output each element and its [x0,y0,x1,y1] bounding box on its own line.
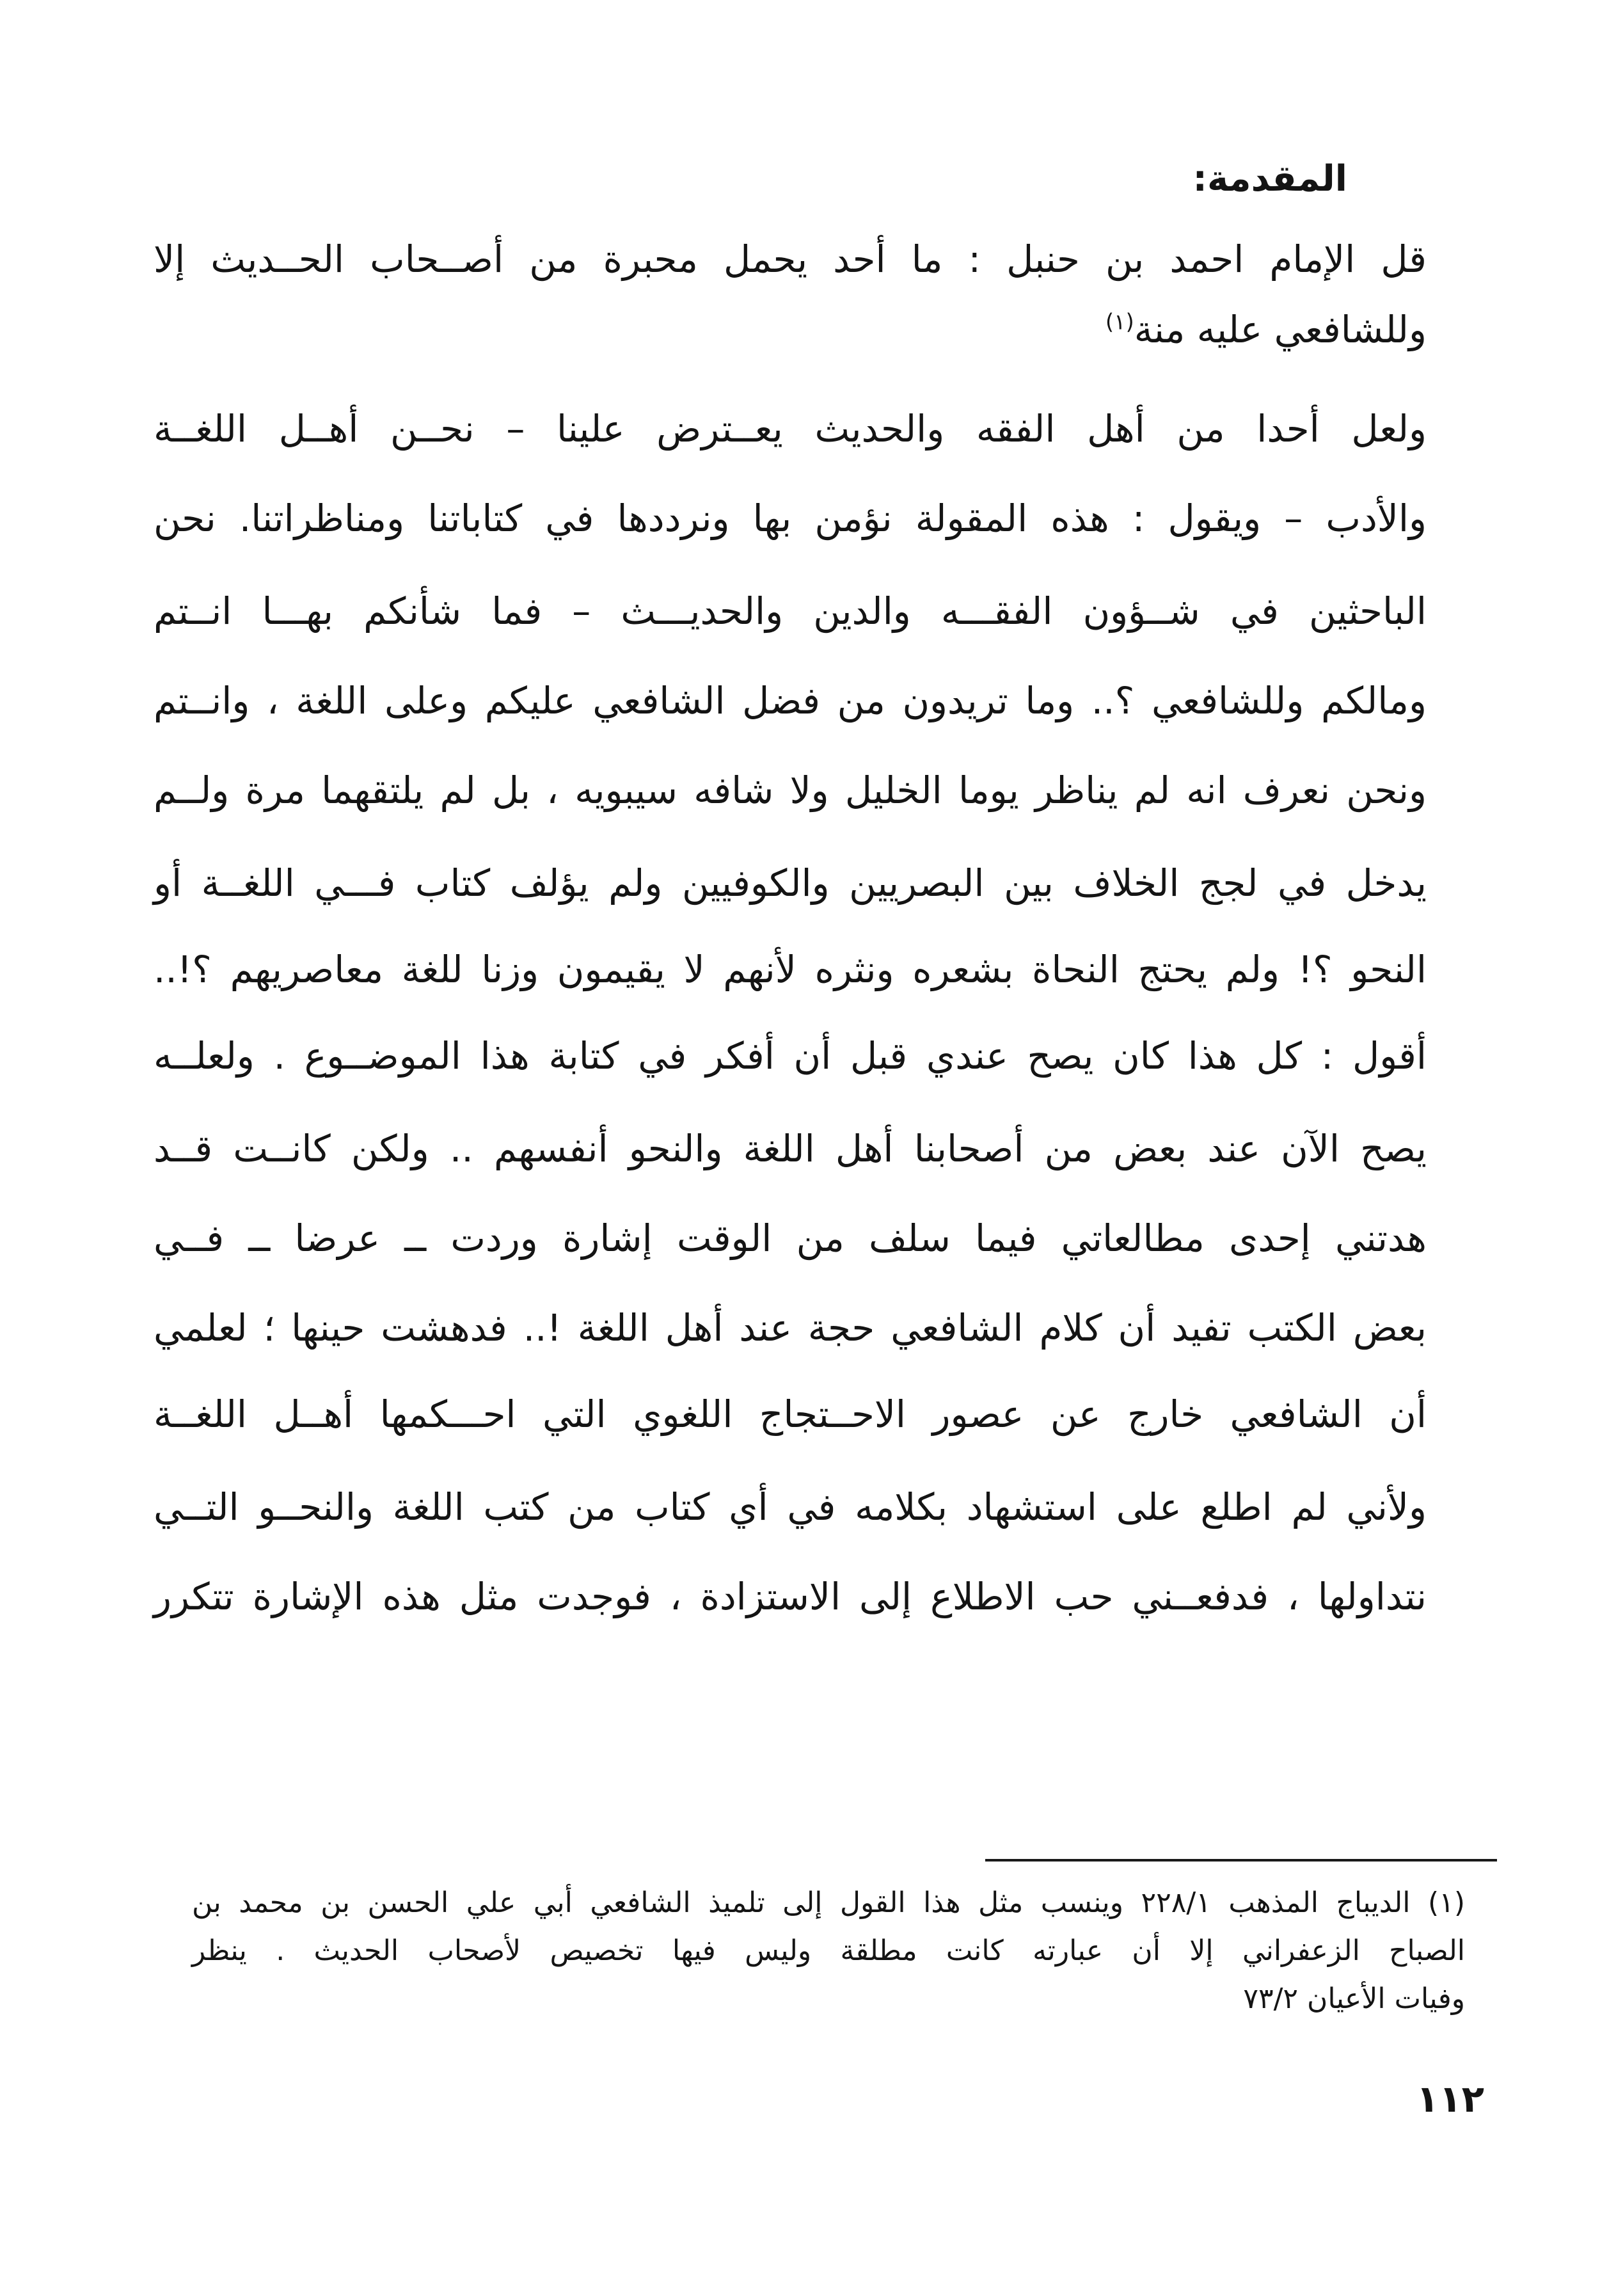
paragraph-line-13: بعض الكتب تفيد أن كلام الشافعي حجة عند أهل اللغة !.. فدهشت حينها ؛ لعلمي [154,1306,1427,1350]
paragraph-line-12: هدتني إحدى مطالعاتي فيما سلف من الوقت إشارة وردت ــ عرضا ــ فــي [154,1216,1427,1260]
footnote-line-1: (١) الديباج المذهب ٢٢٨/١ وينسب مثل هذا القول إلى تلميذ الشافعي أبي علي الحسن بن محمد بن [192,1886,1465,1919]
paragraph-line-10: أقول : كل هذا كان يصح عندي قبل أن أفكر في كتابة هذا الموضــوع . ولعلــه [154,1034,1427,1078]
paragraph-line-8: يدخل في لجج الخلاف بين البصريين والكوفيين ولم يؤلف كتاب فـــي اللغــة أو [154,861,1427,905]
paragraph-line-11: يصح الآن عند بعض من أصحابنا أهل اللغة والنحو أنفسهم .. ولكن كانــت قــد [154,1127,1427,1170]
footnote-line-2: الصباح الزعفراني إلا أن عبارته كانت مطلقة وليس فيها تخصيص لأصحاب الحديث . ينظر [192,1934,1465,1967]
section-heading: المقدمة: [1192,158,1347,200]
page-number: ١١٢ [1416,2077,1484,2121]
paragraph-line-5: الباحثين في شــؤون الفقـــه والدين والحديـــث – فما شأنكم بهـــا انــتم [154,589,1427,633]
paragraph-line-16: نتداولها ، فدفعــني حب الاطلاع إلى الاستزادة ، فوجدت مثل هذه الإشارة تتكرر [154,1575,1427,1618]
paragraph-line-15: ولأني لم اطلع على استشهاد بكلامه في أي كتاب من كتب اللغة والنحــو التــي [154,1485,1427,1529]
paragraph-line-7: ونحن نعرف انه لم يناظر يوما الخليل ولا شافه سيبويه ، بل لم يلتقهما مرة ولــم [154,769,1427,812]
footnote-line-3: وفيات الأعيان ٧٣/٢ [1243,1982,1465,2015]
paragraph-line-1: قل الإمام احمد بن حنبل : ما أحد يحمل محبرة من أصــحاب الحــديث إلا [154,237,1427,281]
paragraph-line-2-text: وللشافعي عليه منة [1134,308,1427,351]
paragraph-line-4: والأدب – ويقول : هذه المقولة نؤمن بها ونرددها في كتاباتنا ومناظراتنا. نحن [154,497,1427,540]
paragraph-line-2 [154,291,1427,368]
footnote-marker: (١) [1105,309,1134,335]
paragraph-line-9: النحو ؟! ولم يحتج النحاة بشعره ونثره لأنهم لا يقيمون وزنا للغة معاصريهم ؟!.. [154,948,1427,991]
paragraph-line-14: أن الشافعي خارج عن عصور الاحــتجاج اللغوي التي احـــكمها أهــل اللغــة [154,1392,1427,1436]
paragraph-line-3: ولعل أحدا من أهل الفقه والحديث يعــترض علينا – نحــن أهــل اللغــة [154,407,1427,450]
paragraph-line-6: ومالكم وللشافعي ؟.. وما تريدون من فضل الشافعي عليكم وعلى اللغة ، وانــتم [154,679,1427,722]
footnote-divider [985,1859,1497,1862]
